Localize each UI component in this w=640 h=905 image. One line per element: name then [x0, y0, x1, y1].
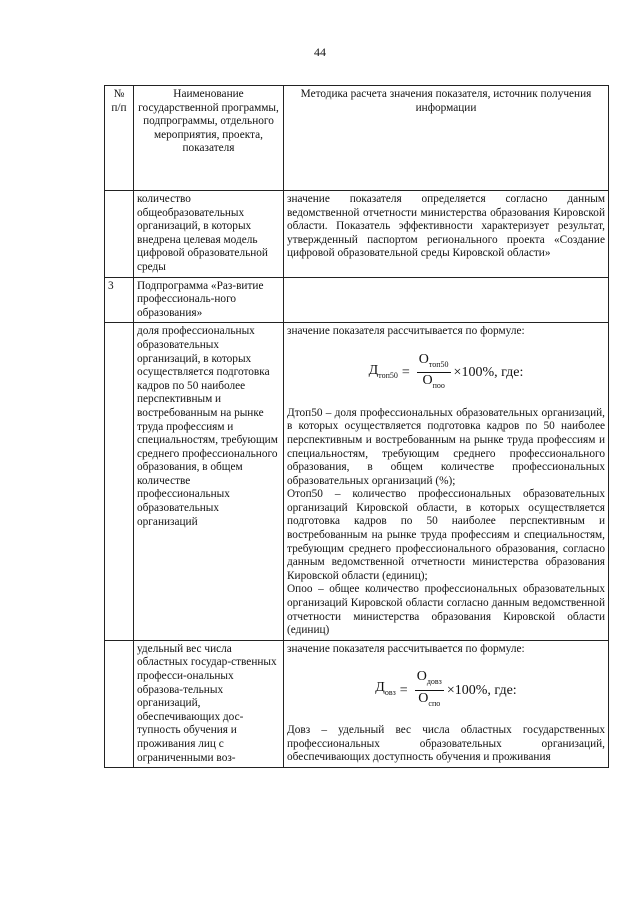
- indicator-method: [284, 323, 609, 640]
- indicator-table: [104, 85, 609, 768]
- indicator-name: доля профессиональных образовательных организаций, в которых осуществляется подготовка кадров по 50 наиболее перспективным и востребованным на рынке труда профессиям и специальностям, требующим среднего профессионального образования, в общем количестве профессиональных образовательных организаций: [134, 323, 284, 640]
- header-name: Наименование государственной программы, подпрограммы, отдельного мероприятия, проекта, показателя: [134, 86, 284, 191]
- row-number: 3: [105, 277, 134, 323]
- definition: Отоп50 – количество профессиональных образовательных организаций Кировской области, в которых осуществляется подготовка кадров по 50 наиболее перспективным и востребованным на рынке труда профессиям и специальностям, требующим среднего профессионального образования, согласно данным ведомственной отчетности министерства образования Кировской области (единиц);: [287, 488, 605, 582]
- formula-intro: значение показателя рассчитывается по формуле:: [287, 325, 525, 338]
- row-number: [105, 640, 134, 767]
- indicator-method: значение показателя определяется согласно данным ведомственной отчетности министерства образования Кировской области. Показатель эффективности характеризует результат, утвержденный паспортом регионального проекта «Создание цифровой образовательной среды Кировской области»: [284, 191, 609, 278]
- table-row: [105, 640, 609, 767]
- indicator-name: количество общеобразовательных организаций, в которых внедрена целевая модель цифровой образовательной среды: [134, 191, 284, 278]
- table-row: [105, 191, 609, 278]
- formula-tail: ×100%, где:: [446, 682, 517, 698]
- row-number: [105, 323, 134, 640]
- page-number: 44: [314, 45, 326, 59]
- formula-fraction: $\frac{О_{топ50}}{О_{поо}}$: [418, 351, 449, 391]
- formula-lhs: $Д_{овз}$: [375, 680, 396, 697]
- subprogram-name: Подпрограмма «Раз-витие профессиональ-ного образования»: [134, 277, 284, 323]
- formula-tail: ×100%, где:: [453, 365, 524, 381]
- table-row: [105, 277, 609, 323]
- formula-lhs: $Д_{топ50}$: [368, 362, 398, 380]
- formula: $Д_{топ50}$ = $\frac{О_{топ50}}{О_{поо}}$ ×100%, где:: [287, 353, 605, 393]
- table-row: [105, 323, 609, 640]
- indicator-name: удельный вес числа областных государ-ственных професси-ональных образова-тельных организаций, обеспечивающих дос-тупность обучения и проживания лиц с ограниченными воз-: [134, 640, 284, 767]
- row-number: [105, 191, 134, 278]
- definition: Довз – удельный вес числа областных государственных профессиональных образовательных организаций, обеспечивающих доступность обучения и проживания: [287, 724, 605, 764]
- table-header-row: [105, 86, 609, 191]
- formula: $Д_{овз}$ = $\frac{О_{довз}}{О_{спо}}$ ×100%, где:: [287, 670, 605, 710]
- formula-fraction: $\frac{О_{довз}}{О_{спо}}$: [416, 669, 442, 708]
- definition: Дтоп50 – доля профессиональных образовательных организаций, в которых осуществляется подготовка кадров по 50 наиболее перспективным и востребованным на рынке труда профессиям и специальностям, требующим среднего профессионального образования, в общем количестве профессиональных образовательных организаций (%);: [287, 406, 605, 487]
- indicator-method: [284, 640, 609, 767]
- formula-intro: значение показателя рассчитывается по формуле:: [287, 642, 525, 655]
- indicator-method: [284, 277, 609, 323]
- header-number: № п/п: [105, 86, 134, 191]
- definition: Опоо – общее количество профессиональных образовательных организаций Кировской области согласно данным ведомственной отчетности министерства образования Кировской области (единиц): [287, 583, 605, 637]
- header-method: Методика расчета значения показателя, источник получения информации: [284, 86, 609, 191]
